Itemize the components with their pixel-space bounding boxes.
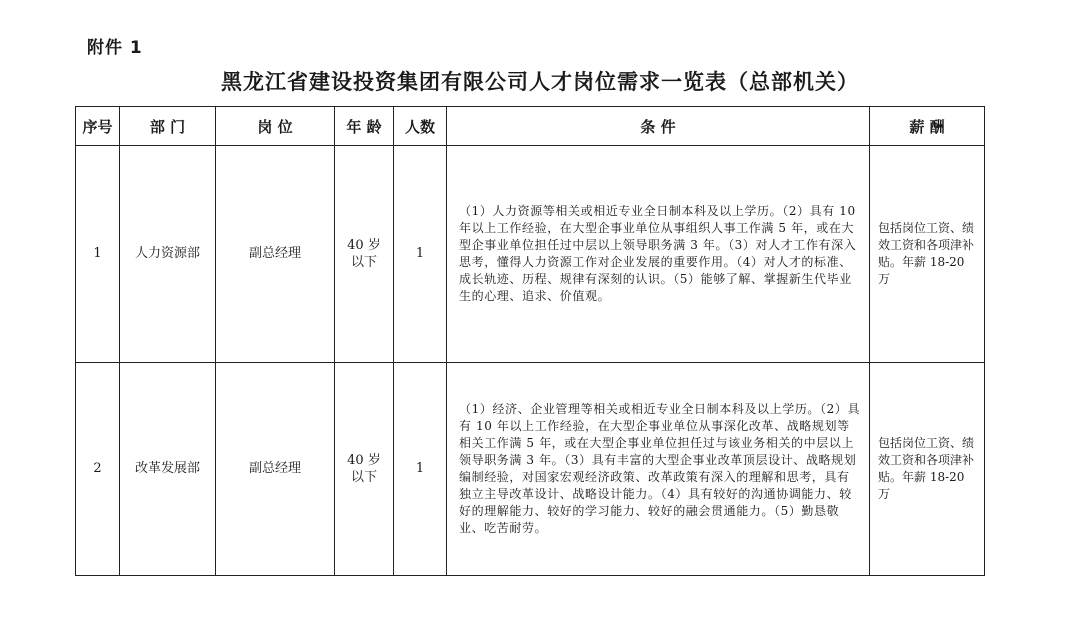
row-count: 1 <box>394 146 447 363</box>
row-age-value: 40 岁 <box>347 238 381 253</box>
row-age-suffix: 以下 <box>350 470 377 485</box>
row-age <box>335 146 394 363</box>
row-salary: 包括岗位工资、绩效工资和各项津补贴。年薪 18-20 万 <box>870 146 985 363</box>
row-department: 改革发展部 <box>120 363 216 576</box>
header-salary: 薪 酬 <box>870 107 985 146</box>
row-conditions: （1）经济、企业管理等相关或相近专业全日制本科及以上学历。（2）具有 10 年以上工作经验，在大型企事业单位从事深化改革、战略规划等相关工作满 5 年，或在大型企事业单位担任过与该业务相关的中层以上领导职务满 3 年。（3）具有丰富的大型企事业改革顶层设计、战略规划编制经验，对国家宏观经济政策、改革政策有深入的理解和思考，具有独立主导改革设计、战略设计能力。（4）具有较好的沟通协调能力、较好的理解能力、较好的学习能力、较好的融会贯通能力。（5）勤恳敬业、吃苦耐劳。 <box>447 363 870 576</box>
row-department: 人力资源部 <box>120 146 216 363</box>
row-age <box>335 363 394 576</box>
row-no: 2 <box>76 363 120 576</box>
table-row <box>76 146 985 363</box>
header-position: 岗 位 <box>216 107 335 146</box>
row-age-value: 40 岁 <box>347 453 381 468</box>
row-salary: 包括岗位工资、绩效工资和各项津补贴。年薪 18-20 万 <box>870 363 985 576</box>
row-age-suffix: 以下 <box>350 255 377 270</box>
row-count: 1 <box>394 363 447 576</box>
header-conditions: 条 件 <box>447 107 870 146</box>
table-row <box>76 363 985 576</box>
header-no: 序号 <box>76 107 120 146</box>
document-title: 黑龙江省建设投资集团有限公司人才岗位需求一览表（总部机关） <box>221 70 859 94</box>
talent-requirement-table <box>75 106 985 576</box>
header-count: 人数 <box>394 107 447 146</box>
row-position: 副总经理 <box>216 363 335 576</box>
row-no: 1 <box>76 146 120 363</box>
row-conditions: （1）人力资源等相关或相近专业全日制本科及以上学历。（2）具有 10 年以上工作经验，在大型企事业单位从事组织人事工作满 5 年，或在大型企事业单位担任过中层以上领导职务满 3 年。（3）对人才工作有深入思考，懂得人力资源工作对企业发展的重要作用。（4）对人才的标准、成长轨迹、历程、规律有深刻的认识。（5）能够了解、掌握新生代毕业生的心理、追求、价值观。 <box>447 146 870 363</box>
attachment-label: 附件 1 <box>87 38 143 58</box>
header-department: 部 门 <box>120 107 216 146</box>
header-age: 年 龄 <box>335 107 394 146</box>
row-position: 副总经理 <box>216 146 335 363</box>
table-header-row <box>76 107 985 146</box>
